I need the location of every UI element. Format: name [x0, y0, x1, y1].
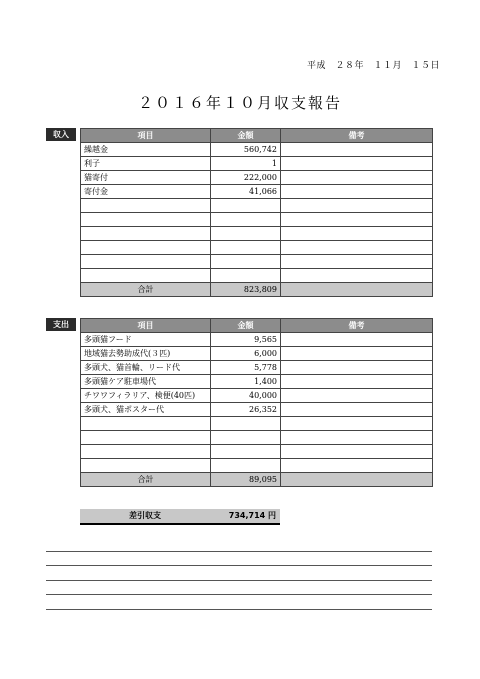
expense-item-cell: 多頭猫ケア駐車場代 — [81, 375, 211, 389]
expense-total-label: 合計 — [81, 473, 211, 487]
expense-total-row — [81, 473, 433, 487]
expense-note-cell — [281, 347, 433, 361]
expense-amount-cell: 9,565 — [211, 333, 281, 347]
report-date: 平成 ２８年 １１月 １５日 — [306, 61, 440, 71]
expense-note-cell — [281, 333, 433, 347]
expense-amount-cell: 1,400 — [211, 375, 281, 389]
expense-amount-cell — [211, 459, 281, 473]
income-row — [81, 157, 433, 171]
income-row — [81, 213, 433, 227]
expense-item-cell: チワワフィラリア、検便(40匹) — [81, 389, 211, 403]
income-note-cell — [281, 227, 433, 241]
expense-row — [81, 347, 433, 361]
income-item-cell: 繰越金 — [81, 143, 211, 157]
income-table — [80, 128, 433, 297]
income-note-cell — [281, 241, 433, 255]
memo-line — [46, 594, 432, 595]
expense-note-cell — [281, 417, 433, 431]
income-amount-cell — [211, 227, 281, 241]
income-header-row — [81, 129, 433, 143]
expense-amount-cell — [211, 431, 281, 445]
income-row — [81, 227, 433, 241]
income-amount-cell — [211, 269, 281, 283]
income-row — [81, 199, 433, 213]
income-amount-cell — [211, 255, 281, 269]
expense-row — [81, 403, 433, 417]
memo-line — [46, 565, 432, 566]
income-amount-cell: 41,066 — [211, 185, 281, 199]
income-item-cell — [81, 269, 211, 283]
expense-header-note: 備考 — [281, 319, 433, 333]
expense-amount-cell: 5,778 — [211, 361, 281, 375]
expense-amount-cell: 26,352 — [211, 403, 281, 417]
income-total-row — [81, 283, 433, 297]
income-amount-cell: 560,742 — [211, 143, 281, 157]
income-row — [81, 185, 433, 199]
expense-item-cell — [81, 417, 211, 431]
income-item-cell — [81, 227, 211, 241]
expense-row — [81, 445, 433, 459]
income-item-cell: 猫寄付 — [81, 171, 211, 185]
income-header-item: 項目 — [81, 129, 211, 143]
balance-label: 差引収支 — [129, 511, 161, 520]
expense-item-cell: 地域猫去勢助成代(３匹) — [81, 347, 211, 361]
expense-note-cell — [281, 389, 433, 403]
expense-header-item: 項目 — [81, 319, 211, 333]
expense-note-cell — [281, 403, 433, 417]
income-item-cell — [81, 199, 211, 213]
income-amount-cell — [211, 213, 281, 227]
income-amount-cell — [211, 241, 281, 255]
income-amount-cell: 1 — [211, 157, 281, 171]
income-note-cell — [281, 269, 433, 283]
income-header-amount: 金額 — [211, 129, 281, 143]
income-amount-cell: 222,000 — [211, 171, 281, 185]
expense-total-note — [281, 473, 433, 487]
expense-row — [81, 459, 433, 473]
income-row — [81, 255, 433, 269]
expense-row — [81, 361, 433, 375]
expense-note-cell — [281, 459, 433, 473]
page-title: ２０１６年１０月収支報告 — [137, 94, 342, 112]
expense-note-cell — [281, 431, 433, 445]
expense-row — [81, 431, 433, 445]
expense-amount-cell: 40,000 — [211, 389, 281, 403]
expense-total-amount: 89,095 — [211, 473, 281, 487]
expense-amount-cell — [211, 445, 281, 459]
memo-line — [46, 551, 432, 552]
income-item-cell: 寄付金 — [81, 185, 211, 199]
expense-item-cell — [81, 459, 211, 473]
memo-line — [46, 580, 432, 581]
income-total-amount: 823,809 — [211, 283, 281, 297]
income-row — [81, 171, 433, 185]
expense-table — [80, 318, 433, 487]
income-item-cell — [81, 213, 211, 227]
balance-amount: 734,714 円 — [228, 511, 276, 520]
expense-amount-cell — [211, 417, 281, 431]
income-note-cell — [281, 171, 433, 185]
expense-row — [81, 375, 433, 389]
balance-summary — [80, 509, 280, 525]
memo-line — [46, 609, 432, 610]
income-row — [81, 241, 433, 255]
income-row — [81, 269, 433, 283]
income-total-note — [281, 283, 433, 297]
expense-item-cell: 多頭猫フード — [81, 333, 211, 347]
income-note-cell — [281, 157, 433, 171]
expense-item-cell — [81, 431, 211, 445]
expense-row — [81, 389, 433, 403]
expense-header-row — [81, 319, 433, 333]
income-item-cell — [81, 255, 211, 269]
income-note-cell — [281, 143, 433, 157]
income-total-label: 合計 — [81, 283, 211, 297]
income-amount-cell — [211, 199, 281, 213]
expense-section-label: 支出 — [46, 318, 76, 331]
expense-note-cell — [281, 375, 433, 389]
expense-amount-cell: 6,000 — [211, 347, 281, 361]
expense-header-amount: 金額 — [211, 319, 281, 333]
income-note-cell — [281, 199, 433, 213]
expense-item-cell: 多頭犬、猫ポスター代 — [81, 403, 211, 417]
income-item-cell: 利子 — [81, 157, 211, 171]
expense-note-cell — [281, 361, 433, 375]
income-item-cell — [81, 241, 211, 255]
income-header-note: 備考 — [281, 129, 433, 143]
expense-item-cell — [81, 445, 211, 459]
income-row — [81, 143, 433, 157]
income-note-cell — [281, 213, 433, 227]
income-note-cell — [281, 255, 433, 269]
income-note-cell — [281, 185, 433, 199]
income-section-label: 収入 — [46, 128, 76, 141]
expense-row — [81, 333, 433, 347]
expense-item-cell: 多頭犬、猫首輪、リード代 — [81, 361, 211, 375]
expense-row — [81, 417, 433, 431]
expense-note-cell — [281, 445, 433, 459]
